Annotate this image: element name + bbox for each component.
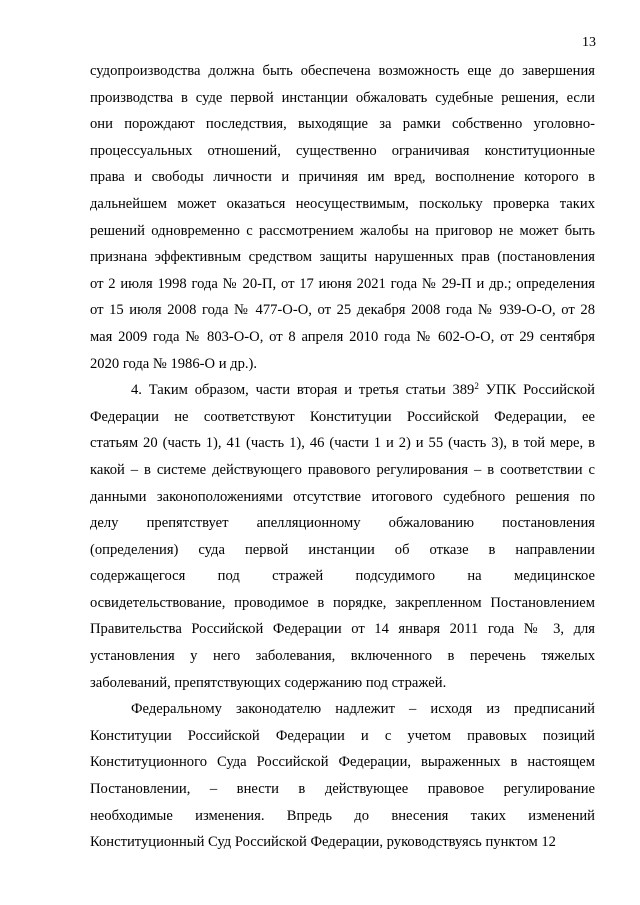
paragraph-2-line-1: [90, 377, 595, 404]
paragraph-1-line: производства в суде первой инстанции обжаловать судебные решения, если: [90, 89, 595, 106]
page-number: 13: [582, 35, 596, 50]
paragraph-1-line: решений одновременно с рассмотрением жалобы на приговор не может быть: [90, 222, 595, 239]
paragraph-2-line: заболеваний, препятствующих содержанию под стражей.: [90, 674, 447, 691]
document-body: [90, 58, 595, 856]
paragraph-2-line: Федерации не соответствуют Конституции Российской Федерации, ее: [90, 408, 595, 425]
paragraph-3-line: необходимые изменения. Впредь до внесения таких изменений: [90, 807, 595, 824]
paragraph-1-line: мая 2009 года № 803-О-О, от 8 апреля 2010 года № 602-О-О, от 29 сентября: [90, 328, 595, 345]
paragraph-1-line: права и свободы личности и причиняя им вред, восполнение которого в: [90, 169, 595, 186]
paragraph-1-line: дальнейшем может оказаться неосуществимым, поскольку проверка таких: [90, 195, 595, 212]
paragraph-2-line-1-tail: УПК Российской: [478, 382, 595, 399]
paragraph-1-line: от 2 июля 1998 года № 20-П, от 17 июня 2021 года № 29-П и др.; определения: [90, 275, 595, 292]
paragraph-2-line: освидетельствование, проводимое в порядке, закрепленном Постановлением: [90, 594, 595, 611]
paragraph-2: [90, 377, 595, 696]
paragraph-2-line: данными законоположениями отсутствие итогового судебного решения по: [90, 488, 595, 505]
article-superscript: 2: [474, 381, 479, 392]
paragraph-1-line: судопроизводства должна быть обеспечена возможность еще до завершения: [90, 63, 595, 79]
paragraph-3: [90, 696, 595, 856]
paragraph-1-line: от 15 июля 2008 года № 477-О-О, от 25 декабря 2008 года № 939-О-О, от 28: [90, 302, 595, 319]
paragraph-1-line: они порождают последствия, выходящие за рамки собственно уголовно-: [90, 116, 595, 133]
paragraph-2-line-1-text: 4. Таким образом, части вторая и третья статьи 389: [131, 382, 475, 399]
paragraph-3-line: Постановлении, – внести в действующее правовое регулирование: [90, 781, 595, 798]
paragraph-3-line: Конституционный Суд Российской Федерации, руководствуясь пунктом 12: [90, 834, 556, 851]
paragraph-2-line: содержащегося под стражей подсудимого на медицинское: [90, 568, 595, 585]
paragraph-1-line: 2020 года № 1986-О и др.).: [90, 355, 258, 372]
paragraph-2-line: установления у него заболевания, включенного в перечень тяжелых: [90, 648, 595, 665]
paragraph-1-line: процессуальных отношений, существенно ограничивая конституционные: [90, 142, 595, 159]
paragraph-3-line: Федеральному законодателю надлежит – исходя из предписаний: [131, 701, 595, 718]
paragraph-1: [90, 58, 595, 377]
paragraph-2-line: Правительства Российской Федерации от 14 января 2011 года № 3, для: [90, 621, 595, 638]
paragraph-2-line: какой – в системе действующего правового регулирования – в соответствии с: [90, 461, 595, 478]
paragraph-2-line: (определения) суда первой инстанции об отказе в направлении: [90, 541, 595, 558]
paragraph-3-line: Конституционного Суда Российской Федерации, выраженных в настоящем: [90, 754, 595, 771]
paragraph-2-line: статьям 20 (часть 1), 41 (часть 1), 46 (части 1 и 2) и 55 (часть 3), в той мере, в: [90, 435, 595, 452]
paragraph-3-line: Конституции Российской Федерации и с учетом правовых позиций: [90, 727, 595, 744]
paragraph-2-line: делу препятствует апелляционному обжалованию постановления: [90, 515, 595, 532]
paragraph-1-line: признана эффективным средством защиты нарушенных прав (постановления: [90, 249, 595, 266]
